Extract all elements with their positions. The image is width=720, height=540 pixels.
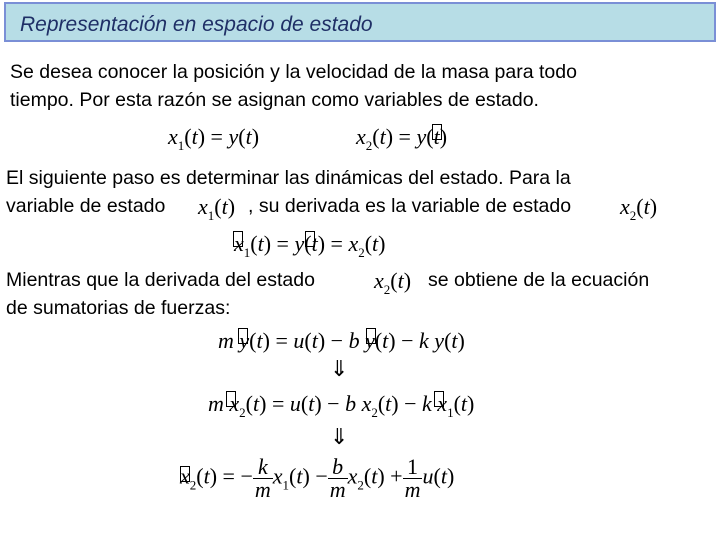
dot-placeholder-icon [434, 391, 444, 407]
slide-title: Representación en espacio de estado [20, 13, 373, 36]
dot-placeholder-icon [366, 328, 376, 344]
inline-x1: $x_1(t)$ [198, 194, 236, 223]
dot-placeholder-icon [180, 466, 190, 482]
equation-x2-def: $x_2(t) = y(t)$ [356, 124, 448, 153]
dot-placeholder-icon [305, 231, 315, 247]
dot-placeholder-icon [432, 124, 442, 140]
paragraph-3-line-2: de sumatorias de fuerzas: [6, 297, 231, 319]
paragraph-2-line-2a: variable de estado [6, 195, 166, 217]
equation-x1-def: $x_1(t) = y(t)$ [168, 124, 260, 153]
equation-force-balance: m y(t) = u(t) − b y(t) − k y(t) [218, 328, 465, 353]
implies-arrow-icon: ⇓ [330, 425, 349, 450]
dot-placeholder-icon [238, 328, 248, 344]
paragraph-3-line-1a: Mientras que la derivada del estado [6, 269, 315, 291]
equation-state-force: m $x_2(t) = u(t) - b$ $x_2(t) - k$ $x_1(t)$ [208, 391, 475, 420]
equation-state-x2-derivative: $x_2(t)$ = − $\frac{k}{m}$ $x_1(t)$ − $\frac{b}{m}$ $x_2(t)$ + $\frac{1}{m}$ u(t) [180, 454, 455, 502]
paragraph-3-line-1b: se obtiene de la ecuación [428, 269, 650, 291]
dot-placeholder-icon [226, 391, 236, 407]
paragraph-1-line-1: Se desea conocer la posición y la velocidad de la masa para todo [10, 61, 577, 83]
inline-x2-derivative: $x_2(t)$ [374, 268, 412, 297]
paragraph-2-line-1: El siguiente paso es determinar las dinámicas del estado. Para la [6, 167, 571, 189]
title-bar [4, 2, 716, 42]
paragraph-2-line-2b: , su derivada es la variable de estado [248, 195, 572, 217]
equation-x1-derivative: $x_1(t) = y(t) = x_2(t)$ [234, 231, 386, 260]
implies-arrow-icon: ⇓ [330, 357, 349, 382]
dot-placeholder-icon [233, 231, 243, 247]
paragraph-1-line-2: tiempo. Por esta razón se asignan como variables de estado. [10, 89, 539, 111]
inline-x2: $x_2(t)$ [620, 194, 658, 223]
